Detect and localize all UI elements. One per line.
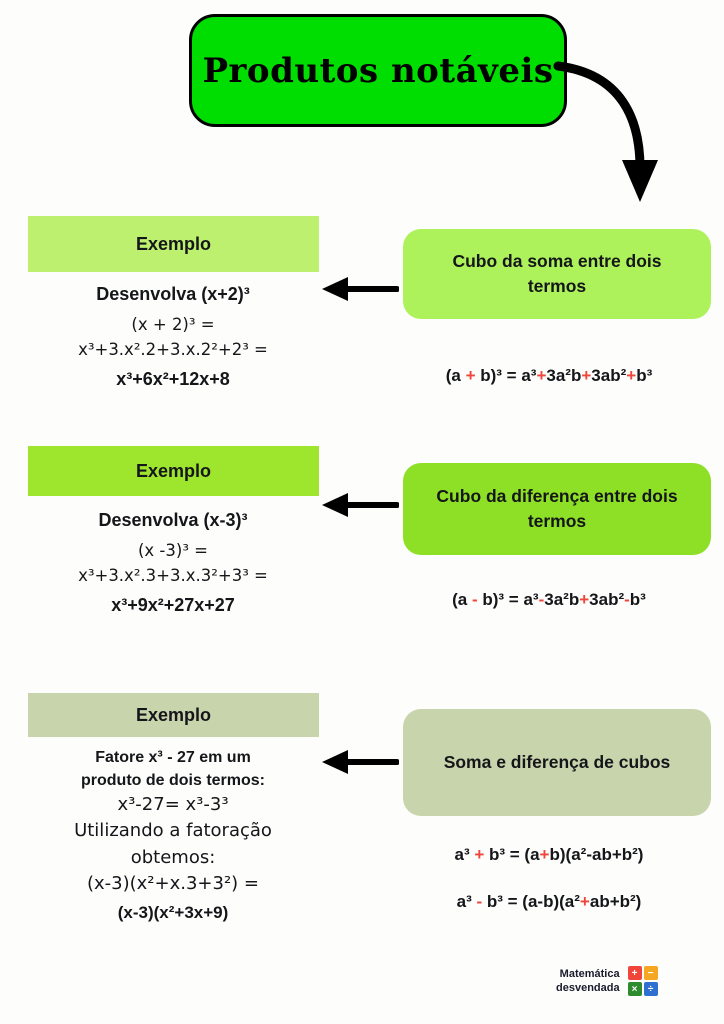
concept-box-cubo-da-soma: Cubo da soma entre dois termos — [403, 229, 711, 319]
arrow-left-icon — [322, 275, 399, 303]
brand-line-2: desvendada — [556, 982, 620, 994]
plus-icon: + — [628, 966, 642, 980]
times-icon: × — [628, 982, 642, 996]
example-2-line-1: Desenvolva (x-3)³ — [98, 510, 248, 530]
example-body-1 — [18, 281, 328, 393]
brand-logo — [556, 966, 658, 996]
example-3-line-3: x³-27= x³-3³ — [117, 794, 229, 816]
example-3-result: (x-3)(x²+3x+9) — [117, 902, 229, 922]
page-title: Produtos notáveis — [202, 50, 554, 91]
example-3-line-4: Utilizando a fatoração — [74, 820, 272, 842]
example-header-2: Exemplo — [28, 446, 319, 496]
arrow-left-icon — [322, 748, 399, 776]
formula-cubo-da-diferenca: (a - b)³ = a³-3a²b+3ab²-b³ — [452, 590, 646, 609]
formula-diferenca-de-cubos: a³ - b³ = (a-b)(a²+ab+b²) — [456, 892, 642, 911]
example-1-result: x³+6x²+12x+8 — [116, 368, 230, 389]
example-2-line-3: x³+3.x².3+3.x.3²+3³ = — [78, 565, 268, 585]
example-1-line-2: (x + 2)³ = — [131, 315, 215, 334]
divide-icon: ÷ — [644, 982, 658, 996]
formula-soma-de-cubos: a³ + b³ = (a+b)(a²-ab+b²) — [454, 845, 644, 864]
example-1-line-1: Desenvolva (x+2)³ — [96, 284, 250, 304]
example-2-line-2: (x -3)³ = — [137, 541, 209, 560]
example-3-line-2: produto de dois termos: — [81, 772, 265, 790]
example-body-3 — [18, 746, 328, 925]
example-header-1: Exemplo — [28, 216, 319, 272]
formula-cubo-da-soma: (a + b)³ = a³+3a²b+3ab²+b³ — [445, 366, 653, 385]
example-1-line-3: x³+3.x².2+3.x.2²+2³ = — [78, 339, 268, 359]
brand-logo-text — [556, 967, 620, 996]
arrow-left-icon — [322, 491, 399, 519]
example-3-line-6: (x-3)(x²+x.3+3²) = — [86, 872, 260, 894]
concept-box-cubo-da-diferenca: Cubo da diferença entre dois termos — [403, 463, 711, 555]
example-3-line-5: obtemos: — [130, 846, 216, 868]
example-2-result: x³+9x²+27x+27 — [111, 594, 235, 615]
brand-line-1: Matemática — [559, 967, 620, 980]
concept-box-soma-e-diferenca-de-cubos: Soma e diferença de cubos — [403, 709, 711, 816]
example-header-3: Exemplo — [28, 693, 319, 737]
example-3-line-1: Fatore x³ - 27 em um — [95, 749, 251, 766]
curved-arrow-icon — [552, 60, 662, 210]
example-body-2 — [18, 507, 328, 619]
minus-icon: − — [644, 966, 658, 980]
brand-logo-grid-icon — [628, 966, 658, 996]
title-box — [189, 14, 567, 127]
